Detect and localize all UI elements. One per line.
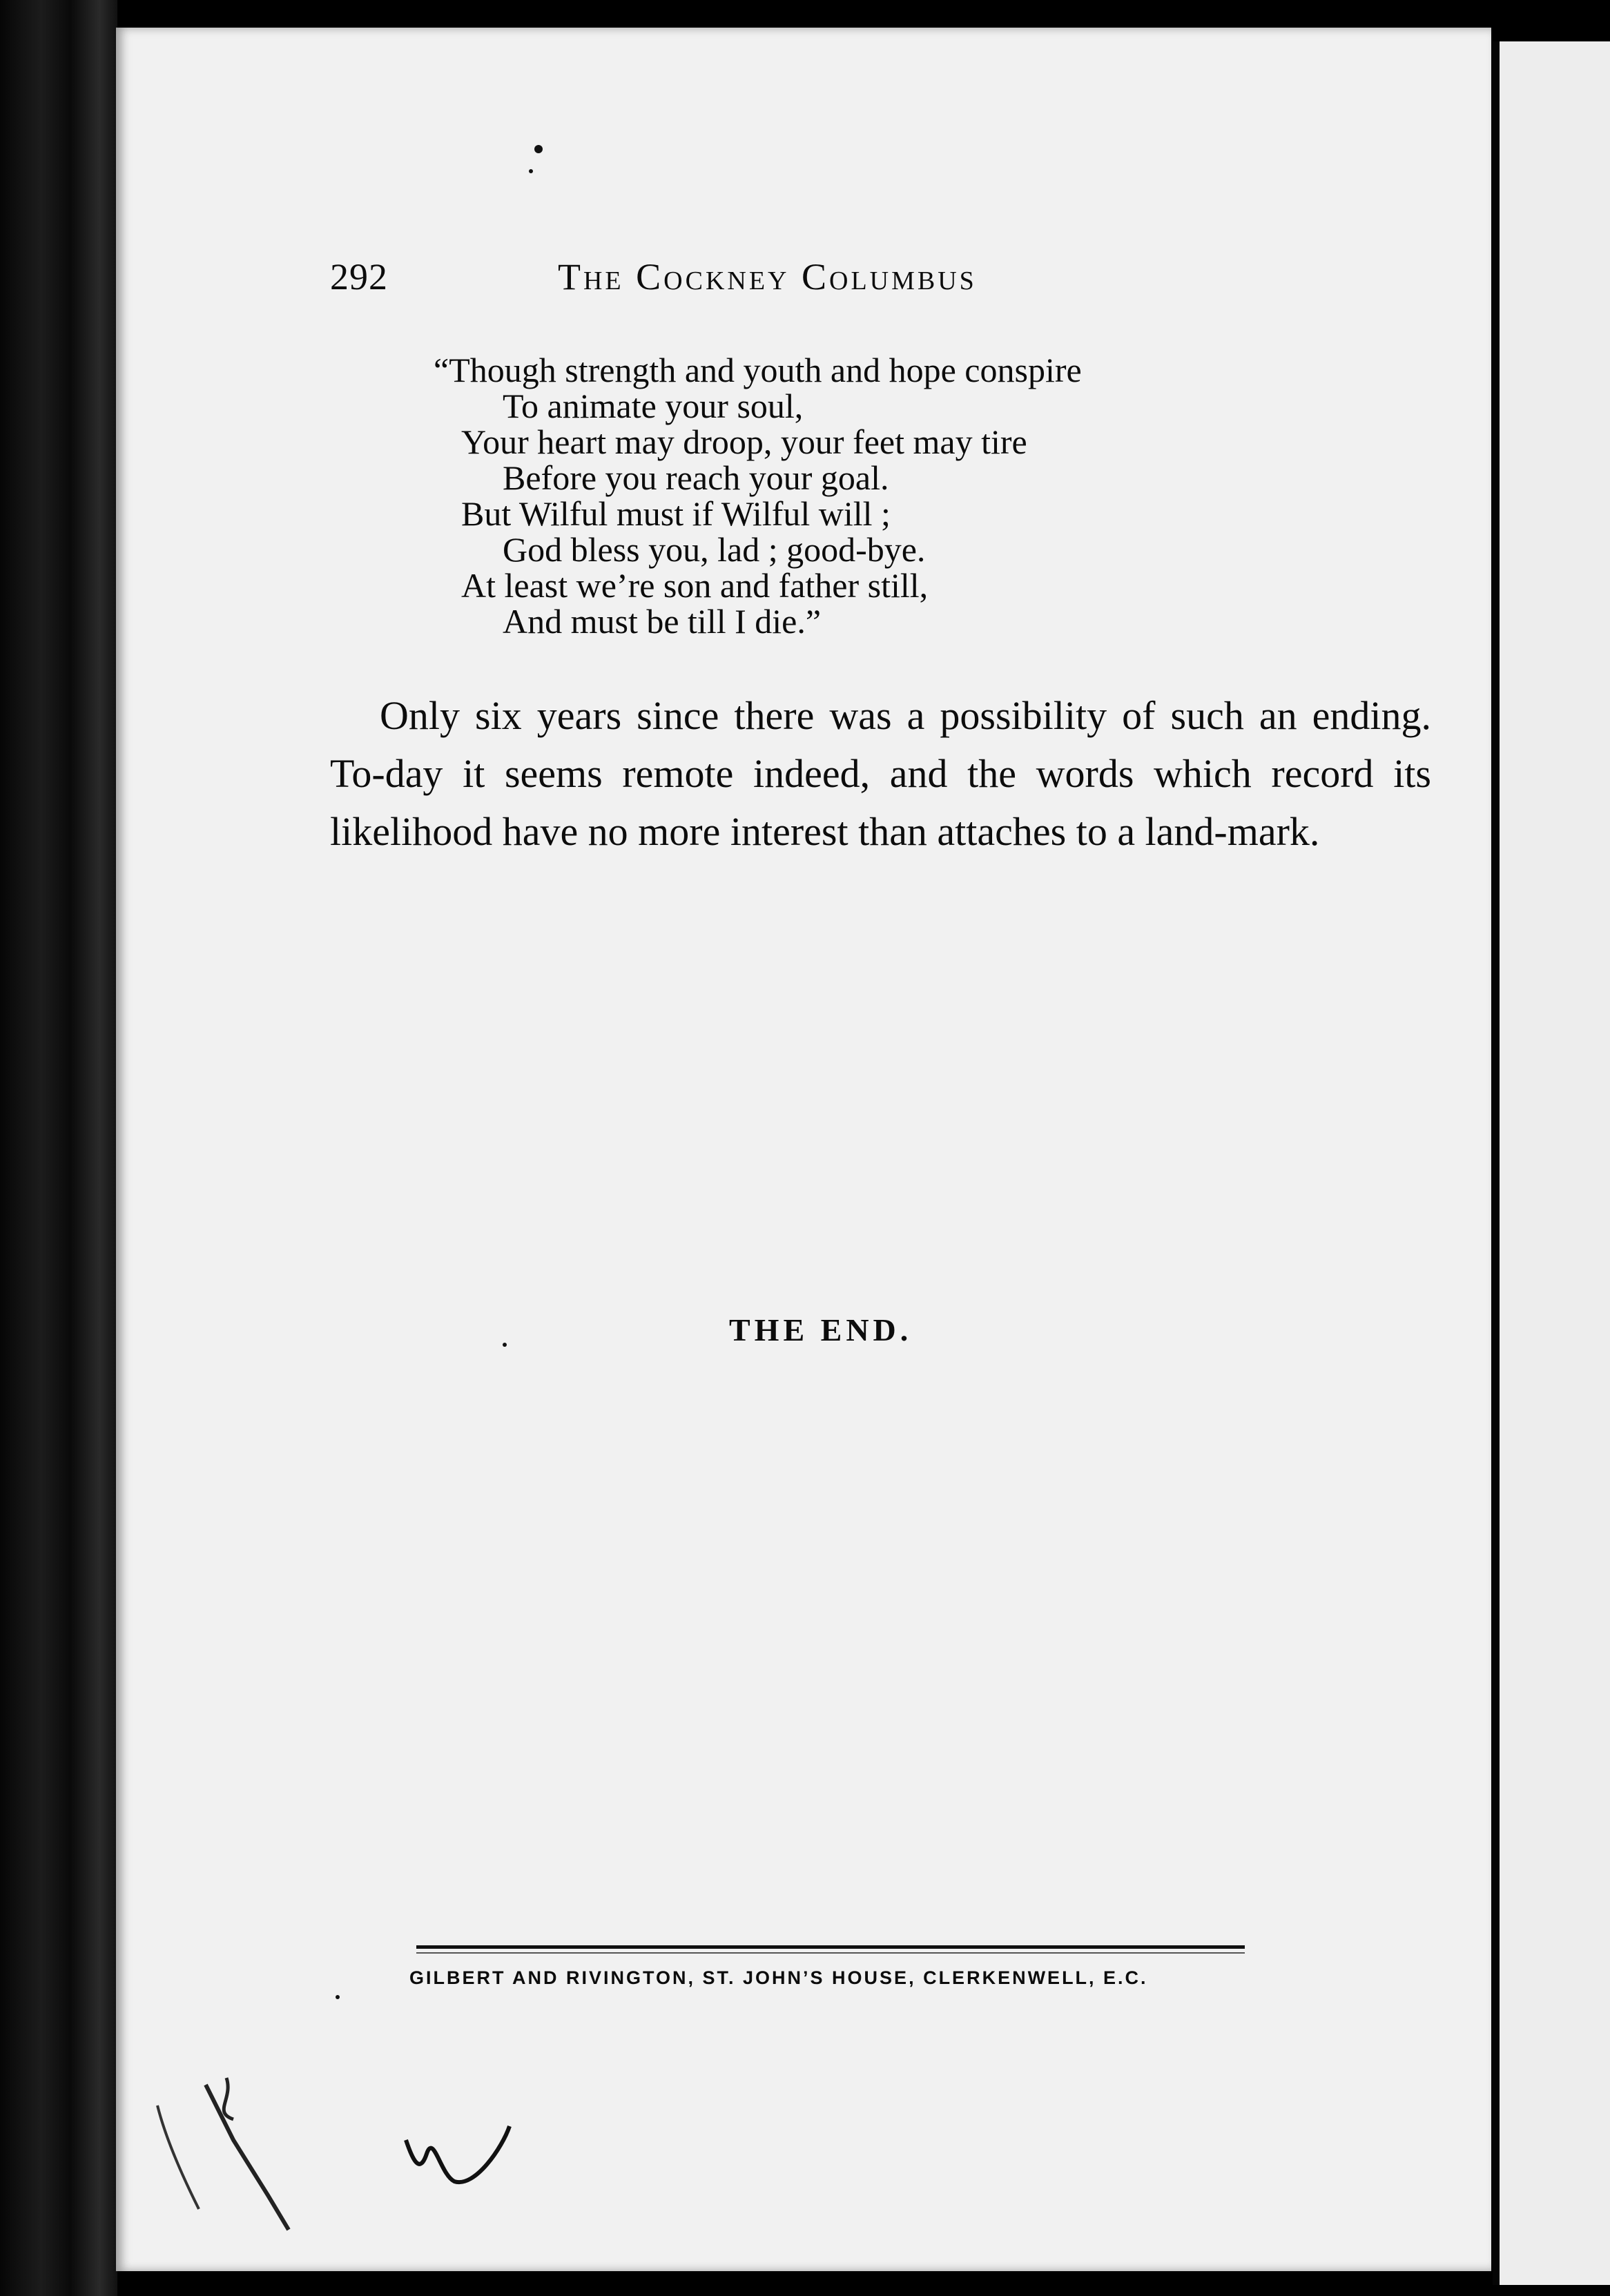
poem-line: And must be till I die.” bbox=[503, 602, 822, 641]
poem-line: At least we’re son and father still, bbox=[461, 566, 929, 605]
ink-speck bbox=[336, 1995, 340, 1999]
imprint-rule-thin bbox=[416, 1952, 1245, 1954]
the-end-heading: THE END. bbox=[729, 1312, 913, 1348]
poem-line: “Though strength and youth and hope conspire bbox=[434, 351, 1082, 389]
printer-imprint: GILBERT AND RIVINGTON, ST. JOHN’S HOUSE, CLERKENWELL, E.C. bbox=[409, 1967, 1148, 1988]
adjacent-page-edge bbox=[1493, 41, 1610, 2285]
page-number: 292 bbox=[330, 256, 388, 298]
poem-line: Before you reach your goal. bbox=[503, 458, 889, 497]
handwritten-pencil-marks bbox=[130, 2057, 613, 2237]
running-head bbox=[330, 255, 1366, 311]
book-page bbox=[116, 28, 1491, 2271]
imprint-rule bbox=[416, 1945, 1245, 1949]
poem-stanza bbox=[434, 352, 1082, 639]
ink-speck bbox=[534, 145, 543, 153]
poem-line: God bless you, lad ; good-bye. bbox=[503, 530, 926, 569]
poem-line: To animate your soul, bbox=[503, 387, 804, 425]
poem-line: Your heart may droop, your feet may tire bbox=[461, 422, 1027, 461]
body-paragraph: Only six years since there was a possibility of such an ending. To-day it seems remote indeed, and the words which record its likelihood have no more interest than attaches to a land-mark. bbox=[330, 693, 1431, 854]
poem-line: But Wilful must if Wilful will ; bbox=[461, 494, 891, 533]
book-spine-edge bbox=[0, 0, 117, 2296]
running-title: The Cockney Columbus bbox=[558, 256, 977, 298]
ink-speck bbox=[529, 169, 533, 173]
ink-speck bbox=[503, 1343, 507, 1347]
